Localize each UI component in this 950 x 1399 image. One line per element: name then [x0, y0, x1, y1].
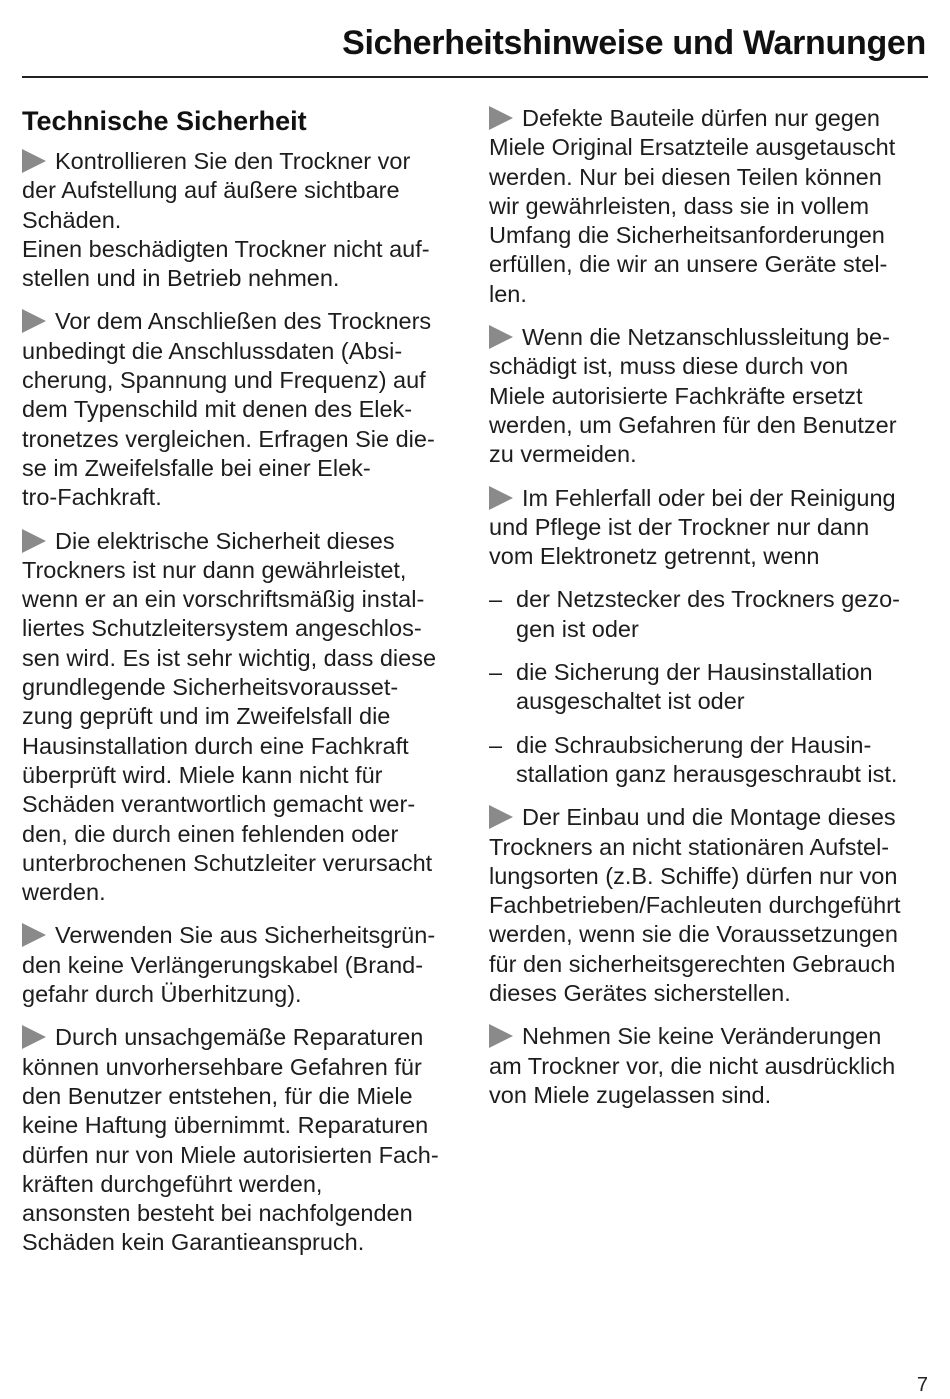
paragraph-line: len.	[489, 280, 527, 307]
paragraph-line: dürfen nur von Miele autorisierten Fach-	[22, 1141, 439, 1168]
page-number: 7	[916, 1374, 928, 1396]
paragraph-line: liertes Schutzleitersystem angeschlos-	[22, 615, 422, 642]
paragraph-line: zu vermeiden.	[489, 441, 637, 468]
triangle-bullet-icon	[489, 1024, 513, 1048]
paragraph-line	[22, 527, 462, 556]
paragraph-line: Miele autorisierte Fachkräfte ersetzt	[489, 382, 863, 409]
paragraph-line: unbedingt die Anschlussdaten (Absi-	[22, 337, 403, 364]
paragraph-line: den keine Verlängerungskabel (Brand-	[22, 951, 424, 978]
triangle-bullet-icon	[489, 106, 513, 130]
left-column	[22, 104, 462, 1272]
right-paragraphs-after-list	[489, 803, 929, 1110]
paragraph-line-text: Im Fehlerfall oder bei der Reinigung	[522, 484, 896, 511]
paragraph-line: tro-Fachkraft.	[22, 484, 162, 511]
list-item-line: gen ist oder	[516, 615, 639, 642]
list-item-line: die Sicherung der Hausinstallation	[516, 659, 873, 686]
paragraph-line	[489, 104, 929, 133]
paragraph-line-text: Vor dem Anschließen des Trockners	[55, 308, 432, 335]
paragraph-line-text: Nehmen Sie keine Veränderungen	[522, 1023, 882, 1050]
paragraph-line: stellen und in Betrieb nehmen.	[22, 265, 340, 292]
paragraph-line: Schäden.	[22, 206, 122, 233]
paragraph-line: cherung, Spannung und Frequenz) auf	[22, 367, 426, 394]
dash-list-item	[489, 585, 929, 644]
paragraph-line: Hausinstallation durch eine Fachkraft	[22, 732, 409, 759]
safety-paragraph	[489, 803, 929, 1008]
triangle-bullet-icon	[22, 1025, 46, 1049]
paragraph-line: für den sicherheitsgerechten Gebrauch	[489, 950, 896, 977]
paragraph-line: der Aufstellung auf äußere sichtbare	[22, 177, 400, 204]
paragraph-line	[489, 484, 929, 513]
paragraph-line	[22, 147, 462, 176]
triangle-bullet-icon	[22, 309, 46, 333]
paragraph-line-text: Defekte Bauteile dürfen nur gegen	[522, 105, 880, 131]
triangle-bullet-icon	[489, 325, 513, 349]
paragraph-line: den Benutzer entstehen, für die Miele	[22, 1082, 413, 1109]
paragraph-line: Umfang die Sicherheitsanforderungen	[489, 222, 885, 249]
triangle-bullet-icon	[22, 149, 46, 173]
paragraph-line	[22, 1023, 462, 1052]
paragraph-line: von Miele zugelassen sind.	[489, 1081, 772, 1108]
paragraph-line: Einen beschädigten Trockner nicht auf-	[22, 235, 430, 262]
paragraph-line: Schäden verantwortlich gemacht wer-	[22, 791, 416, 818]
safety-paragraph	[489, 484, 929, 572]
list-item-line: stallation ganz herausgeschraubt ist.	[516, 760, 898, 787]
paragraph-line: vom Elektronetz getrennt, wenn	[489, 543, 820, 570]
paragraph-line: kräften durchgeführt werden,	[22, 1170, 323, 1197]
paragraph-line: können unvorhersehbare Gefahren für	[22, 1053, 422, 1080]
paragraph-line: se im Zweifelsfalle bei einer Elek-	[22, 454, 371, 481]
section-heading: Technische Sicherheit	[22, 106, 307, 136]
safety-paragraph	[489, 1022, 929, 1110]
paragraph-line: grundlegende Sicherheitsvorausset-	[22, 674, 399, 701]
paragraph-line: am Trockner vor, die nicht ausdrücklich	[489, 1052, 896, 1079]
paragraph-line: werden.	[22, 879, 106, 906]
right-paragraphs-before-list	[489, 104, 929, 571]
safety-paragraph	[22, 527, 462, 908]
paragraph-line: dem Typenschild mit denen des Elek-	[22, 396, 413, 423]
safety-paragraph	[489, 323, 929, 469]
paragraph-line: wenn er an ein vorschriftsmäßig instal-	[22, 586, 425, 613]
right-column	[489, 104, 929, 1124]
safety-paragraph	[22, 307, 462, 512]
paragraph-line	[22, 921, 462, 950]
paragraph-line: Miele Original Ersatzteile ausgetauscht	[489, 134, 896, 161]
triangle-bullet-icon	[489, 805, 513, 829]
left-paragraphs	[22, 147, 462, 1258]
paragraph-line: lungsorten (z.B. Schiffe) dürfen nur von	[489, 862, 898, 889]
list-item-line: ausgeschaltet ist oder	[516, 688, 745, 715]
paragraph-line-text: Die elektrische Sicherheit dieses	[55, 527, 395, 554]
paragraph-line: werden. Nur bei diesen Teilen können	[489, 163, 882, 190]
paragraph-line	[489, 803, 929, 832]
dash-list	[489, 585, 929, 789]
paragraph-line-text: Kontrollieren Sie den Trockner vor	[55, 148, 411, 174]
paragraph-line: zung geprüft und im Zweifelsfall die	[22, 703, 391, 730]
paragraph-line-text: Durch unsachgemäße Reparaturen	[55, 1024, 424, 1051]
paragraph-line: tronetzes vergleichen. Erfragen Sie die-	[22, 425, 435, 452]
paragraph-line: sen wird. Es ist sehr wichtig, dass diese	[22, 644, 437, 671]
paragraph-line: Fachbetrieben/Fachleuten durchgeführt	[489, 892, 901, 919]
paragraph-line: werden, um Gefahren für den Benutzer	[489, 411, 897, 438]
list-item-line: der Netzstecker des Trockners gezo-	[516, 586, 900, 613]
page-header-title: Sicherheitshinweise und Warnungen	[342, 24, 926, 62]
paragraph-line: keine Haftung übernimmt. Reparaturen	[22, 1112, 429, 1139]
paragraph-line	[22, 307, 462, 336]
paragraph-line: Schäden kein Garantieanspruch.	[22, 1229, 365, 1256]
dash-list-item	[489, 731, 929, 790]
dash-marker: –	[489, 659, 503, 686]
paragraph-line-text: Verwenden Sie aus Sicherheitsgrün-	[55, 922, 436, 949]
paragraph-line: ansonsten besteht bei nachfolgenden	[22, 1200, 413, 1227]
paragraph-line	[489, 1022, 929, 1051]
dash-list-item	[489, 658, 929, 717]
paragraph-line: wir gewährleisten, dass sie in vollem	[489, 192, 870, 219]
paragraph-line: Trockners ist nur dann gewährleistet,	[22, 556, 407, 583]
header-divider	[22, 76, 928, 78]
paragraph-line: dieses Gerätes sicherstellen.	[489, 980, 791, 1007]
paragraph-line: den, die durch einen fehlenden oder	[22, 820, 399, 847]
safety-paragraph	[489, 104, 929, 309]
paragraph-line: schädigt ist, muss diese durch von	[489, 353, 849, 380]
list-item-line: die Schraubsicherung der Hausin-	[516, 731, 872, 758]
dash-marker: –	[489, 731, 503, 758]
paragraph-line: überprüft wird. Miele kann nicht für	[22, 761, 383, 788]
paragraph-line: Trockners an nicht stationären Aufstel-	[489, 833, 890, 860]
triangle-bullet-icon	[489, 486, 513, 510]
paragraph-line: unterbrochenen Schutzleiter verursacht	[22, 849, 433, 876]
paragraph-line-text: Wenn die Netzanschlussleitung be-	[522, 324, 890, 351]
paragraph-line: erfüllen, die wir an unsere Geräte stel-	[489, 251, 888, 278]
triangle-bullet-icon	[22, 529, 46, 553]
safety-paragraph	[22, 1023, 462, 1257]
paragraph-line	[489, 323, 929, 352]
paragraph-line: gefahr durch Überhitzung).	[22, 981, 302, 1008]
safety-paragraph	[22, 147, 462, 293]
paragraph-line: werden, wenn sie die Voraussetzungen	[489, 921, 898, 948]
paragraph-line-text: Der Einbau und die Montage dieses	[522, 804, 896, 831]
triangle-bullet-icon	[22, 923, 46, 947]
dash-marker: –	[489, 586, 503, 613]
safety-paragraph	[22, 921, 462, 1009]
paragraph-line: und Pflege ist der Trockner nur dann	[489, 513, 870, 540]
